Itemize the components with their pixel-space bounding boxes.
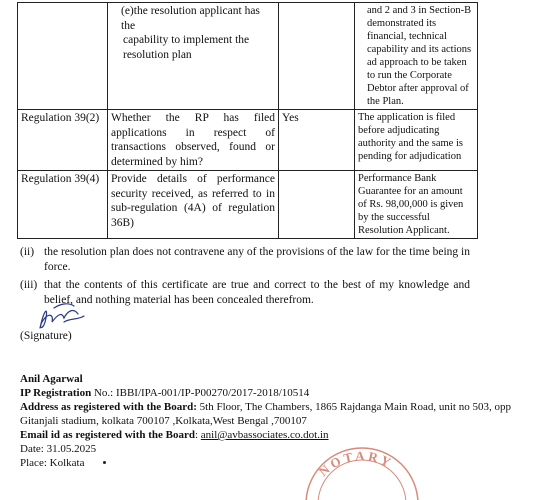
answer-cell bbox=[279, 3, 355, 110]
table-row bbox=[18, 171, 478, 239]
answer-cell bbox=[279, 171, 355, 239]
signer-details bbox=[20, 372, 520, 470]
remarks-cell: The application is filed before adjudicating authority and the same is pending for adjudication bbox=[355, 110, 478, 171]
svg-text:NOTARY: NOTARY bbox=[315, 448, 396, 480]
question-cell: Whether the RP has filed applications in respect of transactions observed, found or determined by him? bbox=[108, 110, 279, 171]
clause-item bbox=[20, 245, 470, 275]
place-field: Place: Kolkata bbox=[20, 457, 85, 469]
ip-registration: IP Registration No.: IBBI/IPA-001/IP-P00270/2017-2018/10514 bbox=[20, 387, 310, 399]
table-row bbox=[18, 110, 478, 171]
remarks-cell: Performance Bank Guarantee for an amount of Rs. 98,00,000 is given by the successful Resolution Applicant. bbox=[355, 171, 478, 239]
regulation-cell bbox=[18, 3, 108, 110]
regulation-cell: Regulation 39(2) bbox=[18, 110, 108, 171]
remarks-cell: and 2 and 3 in Section-B demonstrated its financial, technical capability and its actions ad approach to be taken to run the Corporate Debtor after approval of the Plan. bbox=[355, 3, 478, 110]
date-field: Date: 31.05.2025 bbox=[20, 443, 97, 455]
clause-text: the resolution plan does not contravene any of the provisions of the law for the time being in force. bbox=[44, 246, 470, 273]
clause-number: (iii) bbox=[20, 279, 38, 291]
question-text: (e)the resolution applicant has the bbox=[121, 5, 260, 32]
question-cell: Provide details of performance security received, as referred to in sub-regulation (4A) of regulation 36B) bbox=[108, 171, 279, 239]
clause-text: that the contents of this certificate are true and correct to the best of my knowledge and belief, and nothing material has been concealed therefrom. bbox=[44, 279, 470, 306]
handwritten-signature bbox=[34, 300, 94, 334]
table-row bbox=[18, 3, 478, 110]
clause-number: (ii) bbox=[20, 246, 35, 258]
registered-email: Email id as registered with the Board: anil@avbassociates.co.dot.in bbox=[20, 429, 329, 441]
ink-dot bbox=[103, 461, 106, 464]
signer-name: Anil Agarwal bbox=[20, 373, 83, 385]
question-text: resolution plan bbox=[123, 48, 192, 61]
answer-cell: Yes bbox=[279, 110, 355, 171]
question-cell bbox=[108, 3, 279, 110]
registered-address: Address as registered with the Board: 5th Floor, The Chambers, 1865 Rajdanga Main Road, unit no 503, opp Gitanjali stadium, kolkata 700107 ,Kolkata,West Bengal ,700107 bbox=[20, 401, 511, 427]
question-text: capability to implement the bbox=[123, 34, 250, 46]
notary-stamp bbox=[292, 440, 432, 500]
regulation-table bbox=[17, 2, 478, 239]
signature-label: (Signature) bbox=[20, 330, 72, 342]
email-link[interactable]: anil@avbassociates.co.dot.in bbox=[200, 429, 329, 441]
regulation-cell: Regulation 39(4) bbox=[18, 171, 108, 239]
